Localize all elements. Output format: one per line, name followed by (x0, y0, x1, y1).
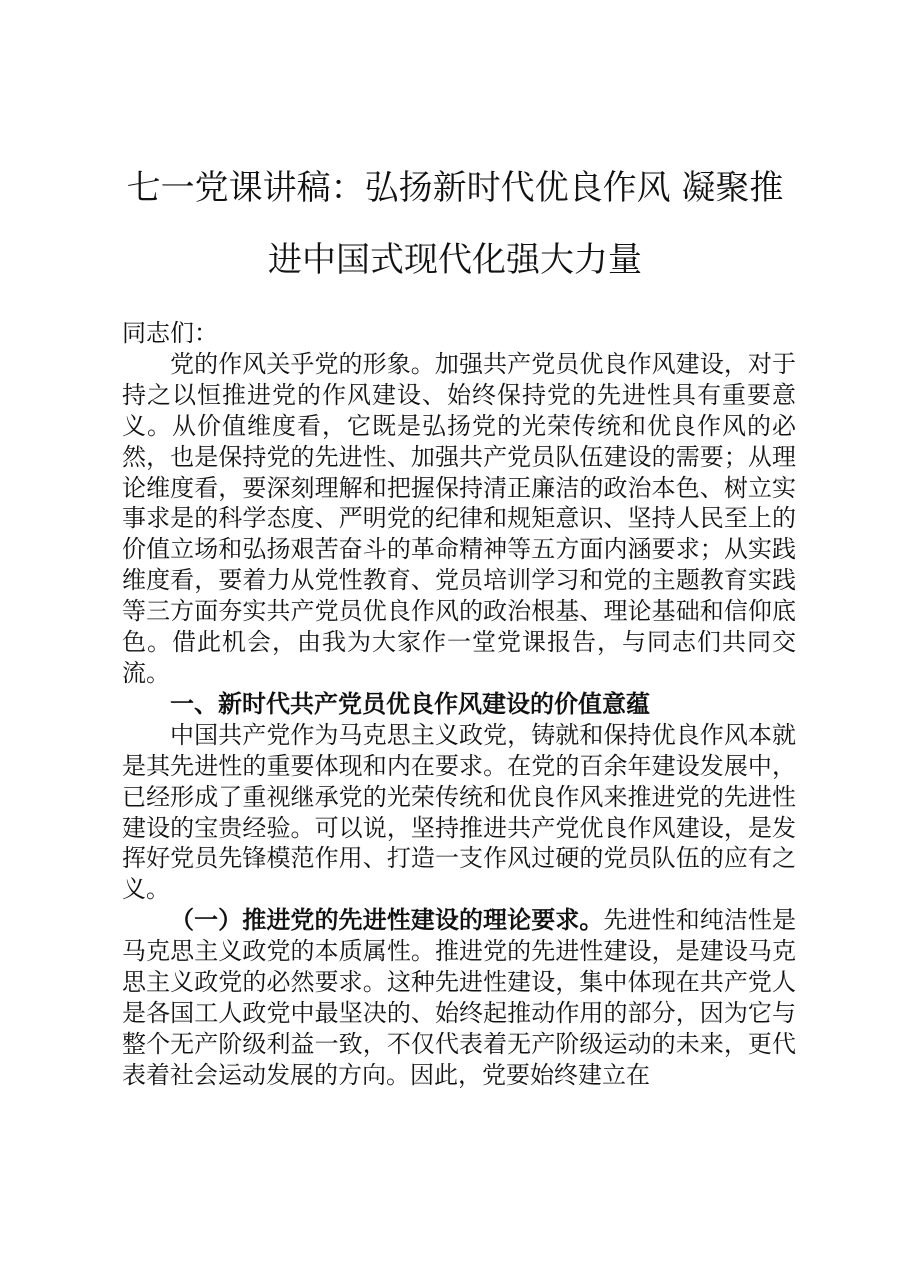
salutation: 同志们： (122, 319, 218, 347)
section-1-heading: 一、新时代共产党员优良作风建设的价值意蕴 (170, 689, 650, 718)
document-title-line-2: 进中国式现代化强大力量 (268, 240, 642, 280)
intro-paragraph: 党的作风关乎党的形象。加强共产党员优良作风建设，对于持之以恒推进党的作风建设、始终保持党的先进性具有重要意义。从价值维度看，它既是弘扬党的光荣传统和优良作风的必然，也是保持党的先进性、加强共产党员队伍建设的需要；从理论维度看，要深刻理解和把握保持清正廉洁的政治本色、树立实事求是的科学态度、严明党的纪律和规矩意识、坚持人民至上的价值立场和弘扬艰苦奋斗的革命精神等五方面内涵要求；从实践维度看，要着力从党性教育、党员培训学习和党的主题教育实践等三方面夯实共产党员优良作风的政治根基、理论基础和信仰底色。借此机会，由我为大家作一堂党课报告，与同志们共同交流。 (122, 349, 796, 687)
subsection-1-heading: （一）推进党的先进性建设的理论要求。 (170, 905, 604, 935)
document-body (122, 318, 796, 1091)
subsection-1-paragraph (122, 905, 796, 1090)
subsection-1-text: 先进性和纯洁性是马克思主义政党的本质属性。推进党的先进性建设，是建设马克思主义政党的必然要求。这种先进性建设，集中体现在共产党人是各国工人政党中最坚决的、始终起推动作用的部分，因为它与整个无产阶级利益一致，不仅代表着无产阶级运动的未来，更代表着社会运动发展的方向。因此，党要始终建立在 (122, 906, 797, 1089)
document-title-line-1: 七一党课讲稿：弘扬新时代优良作风 凝聚推 (126, 168, 784, 208)
section-1-paragraph: 中国共产党作为马克思主义政党，铸就和保持优良作风本就是其先进性的重要体现和内在要求。在党的百余年建设发展中，已经形成了重视继承党的光荣传统和优良作风来推进党的先进性建设的宝贵经验。可以说，坚持推进共产党优良作风建设，是发挥好党员先锋模范作用、打造一支作风过硬的党员队伍的应有之义。 (122, 720, 796, 904)
